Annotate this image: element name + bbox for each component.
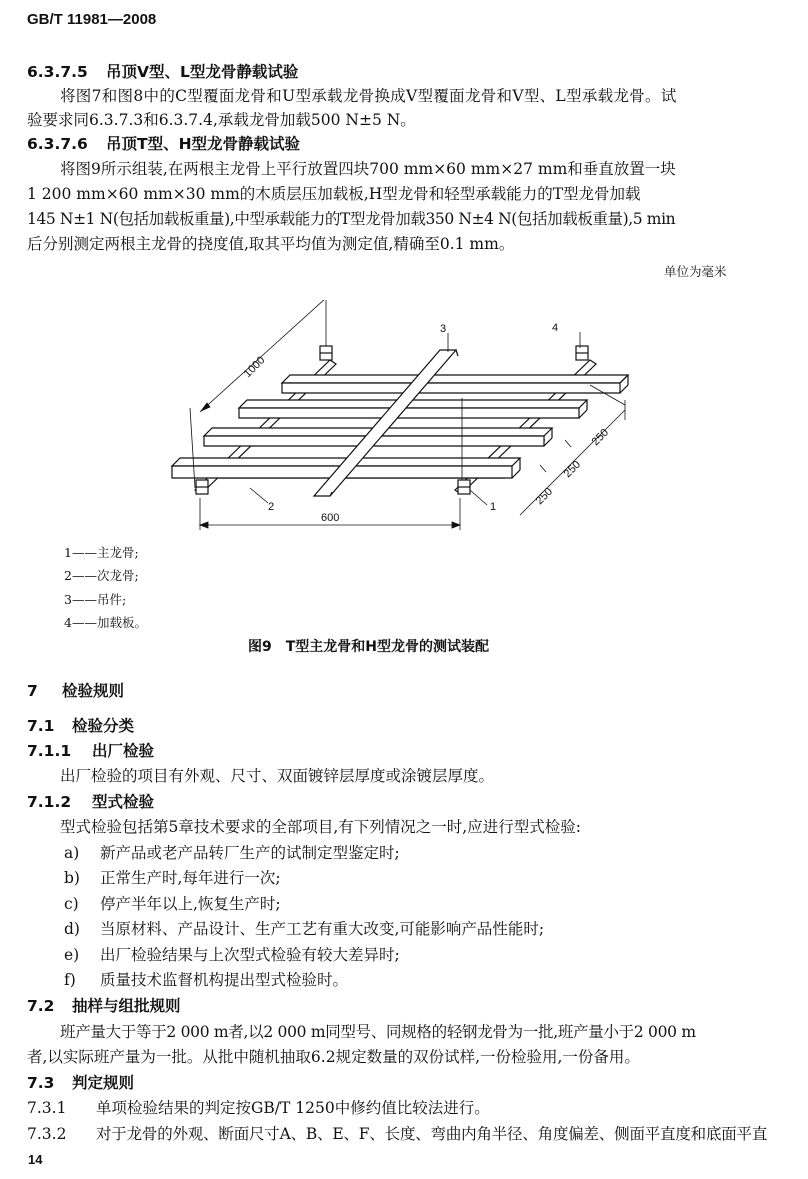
- list-item-text: 正常生产时,每年进行一次;: [100, 869, 281, 887]
- list-item-text: 停产半年以上,恢复生产时;: [100, 895, 281, 913]
- section-72-line-1: 班产量大于等于2 000 m者,以2 000 m同型号、同规格的轻钢龙骨为一批,班产量小于2 000 m: [60, 1023, 696, 1041]
- hanger-back-right: [576, 346, 588, 360]
- page-number: 14: [28, 1152, 43, 1167]
- section-711-number: 7.1.1: [27, 742, 72, 760]
- list-item-label: b): [64, 869, 80, 887]
- section-732-text: 对于龙骨的外观、断面尺寸A、B、E、F、长度、弯曲内角半径、角度偏差、侧面平直度和底面平直: [96, 1125, 768, 1143]
- list-item-label: e): [64, 946, 80, 964]
- list-item-label: c): [64, 895, 79, 913]
- dimension-1000: 1000: [241, 354, 268, 381]
- section-72-number: 7.2: [27, 997, 55, 1015]
- hanger-front-right: [458, 480, 470, 494]
- section-6376-line-3: 145 N±1 N(包括加载板重量),中型承载能力的T型龙骨加载350 N±4 N(包括加载板重量),5 min: [27, 210, 676, 228]
- list-item-text: 新产品或老产品转厂生产的试制定型鉴定时;: [100, 844, 400, 862]
- legend-item-4: 4——加载板。: [64, 615, 147, 630]
- section-6376-line-1: 将图9所示组装,在两根主龙骨上平行放置四块700 mm×60 mm×27 mm和垂直放置一块: [60, 160, 676, 178]
- section-711-title: 出厂检验: [92, 742, 155, 760]
- callout-1: 1: [490, 501, 497, 513]
- dimension-250-c: 250: [589, 426, 612, 449]
- section-712-text: 型式检验包括第5章技术要求的全部项目,有下列情况之一时,应进行型式检验:: [60, 818, 581, 836]
- callout-3: 3: [440, 323, 447, 335]
- legend-item-3: 3——吊件;: [64, 592, 127, 607]
- section-6376-number: 6.3.7.6: [27, 135, 88, 153]
- section-712-title: 型式检验: [92, 793, 155, 811]
- section-712-number: 7.1.2: [27, 793, 72, 811]
- figure-unit-note: 单位为毫米: [664, 264, 727, 279]
- list-item-text: 出厂检验结果与上次型式检验有较大差异时;: [100, 946, 400, 964]
- section-6376-title: 吊顶T型、H型龙骨静载试验: [106, 135, 301, 153]
- section-711-text: 出厂检验的项目有外观、尺寸、双面镀锌层厚度或涂镀层厚度。: [60, 767, 495, 785]
- section-72-title: 抽样与组批规则: [72, 997, 181, 1015]
- section-6375-line-1: 将图7和图8中的C型覆面龙骨和U型承载龙骨换成V型覆面龙骨和V型、L型承载龙骨。试: [60, 87, 677, 105]
- list-item-label: d): [64, 920, 80, 938]
- section-73-title: 判定规则: [72, 1074, 135, 1092]
- section-7-number: 7: [27, 682, 38, 700]
- callout-2: 2: [268, 501, 275, 513]
- section-73-number: 7.3: [27, 1074, 55, 1092]
- loading-board-1: [282, 375, 628, 393]
- section-72-line-2: 者,以实际班产量为一批。从批中随机抽取6.2规定数量的双份试样,一份检验用,一份备用。: [27, 1048, 640, 1066]
- dimension-600: 600: [321, 512, 340, 524]
- section-6376-line-2: 1 200 mm×60 mm×30 mm的木质层压加载板,H型龙骨和轻型承载能力的T型龙骨加载: [27, 185, 641, 203]
- dimension-250-b: 250: [561, 458, 584, 481]
- section-6375-number: 6.3.7.5: [27, 63, 88, 81]
- hanger-front-left: [196, 480, 208, 494]
- section-731-text: 单项检验结果的判定按GB/T 1250中修约值比较法进行。: [96, 1099, 490, 1117]
- standard-number: GB/T 11981—2008: [27, 11, 157, 28]
- hanger-back-left: [320, 346, 332, 360]
- section-71-title: 检验分类: [72, 717, 135, 735]
- list-item-label: f): [64, 971, 76, 989]
- figure-caption: 图9 T型主龙骨和H型龙骨的测试装配: [248, 639, 490, 655]
- legend-item-2: 2——次龙骨;: [64, 568, 139, 583]
- section-7-title: 检验规则: [62, 682, 125, 700]
- section-71-number: 7.1: [27, 717, 55, 735]
- section-6376-line-4: 后分别测定两根主龙骨的挠度值,取其平均值为测定值,精确至0.1 mm。: [27, 235, 515, 253]
- list-item-text: 当原材料、产品设计、生产工艺有重大改变,可能影响产品性能时;: [100, 920, 545, 938]
- section-6375-title: 吊顶V型、L型龙骨静载试验: [106, 63, 299, 81]
- loading-board-2: [239, 400, 587, 418]
- list-item-label: a): [64, 844, 80, 862]
- list-item-text: 质量技术监督机构提出型式检验时。: [100, 971, 349, 989]
- legend-item-1: 1——主龙骨;: [64, 545, 139, 560]
- test-assembly-figure: [160, 300, 660, 540]
- section-732-number: 7.3.2: [27, 1125, 67, 1143]
- section-6375-line-2: 验要求同6.3.7.3和6.3.7.4,承载龙骨加载500 N±5 N。: [27, 111, 416, 129]
- dimension-250-a: 250: [533, 485, 556, 508]
- section-731-number: 7.3.1: [27, 1099, 67, 1117]
- callout-4: 4: [552, 322, 559, 334]
